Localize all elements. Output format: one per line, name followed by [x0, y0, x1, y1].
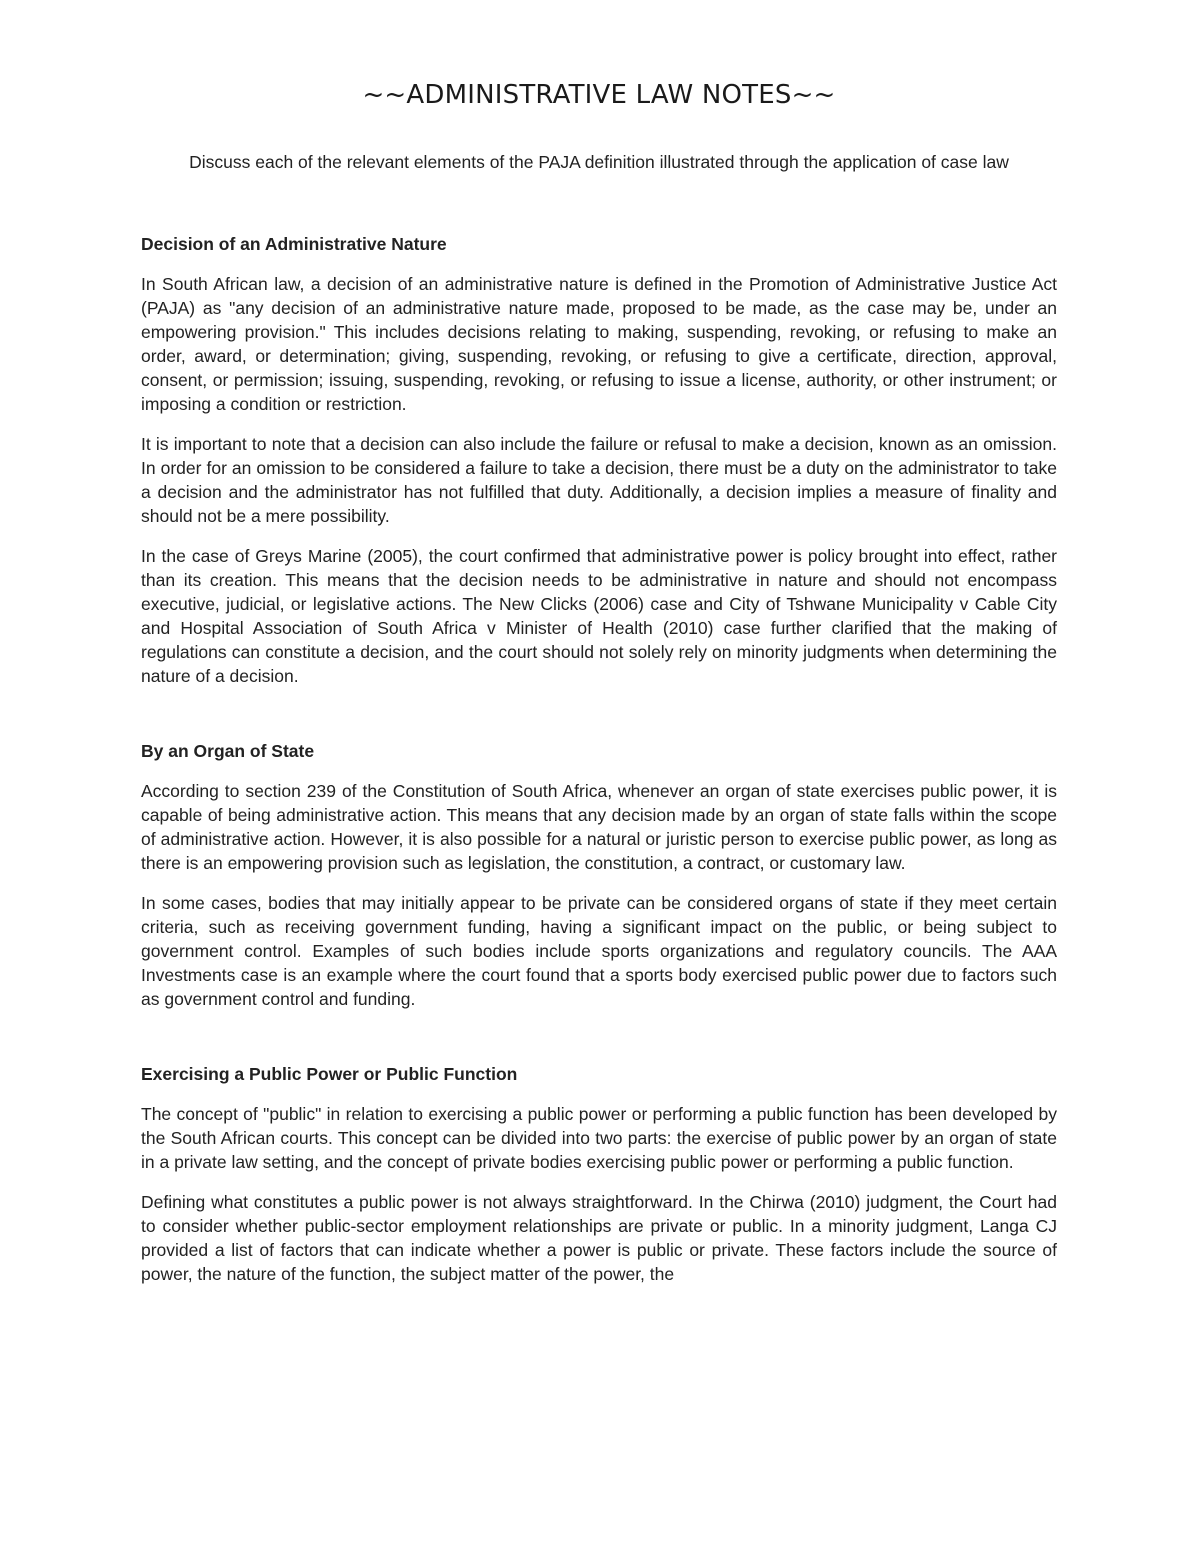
- section-public-power-function: [141, 1062, 1057, 1286]
- paragraph: The concept of "public" in relation to exercising a public power or performing a public function has been developed by the South African courts. This concept can be divided into two parts: the exercise of public power by an organ of state in a private law setting, and the concept of private bodies exercising public power or performing a public function.: [141, 1104, 1057, 1172]
- paragraph: In some cases, bodies that may initially appear to be private can be considered organs of state if they meet certain criteria, such as receiving government funding, having a significant impact on the public, or being subject to government control. Examples of such bodies include sports organizations and regulatory councils. The AAA Investments case is an example where the court found that a sports body exercised public power due to factors such as government control and funding.: [141, 893, 1057, 1009]
- paragraph: It is important to note that a decision can also include the failure or refusal to make a decision, known as an omission. In order for an omission to be considered a failure to take a decision, there must be a duty on the administrator to take a decision and the administrator has not fulfilled that duty. Additionally, a decision implies a measure of finality and should not be a mere possibility.: [141, 434, 1057, 526]
- section-decision-administrative-nature: [141, 232, 1057, 688]
- document-title: ~~ADMINISTRATIVE LAW NOTES~~: [362, 80, 836, 110]
- paragraph: Defining what constitutes a public power is not always straightforward. In the Chirwa (2010) judgment, the Court had to consider whether public-sector employment relationships are private or public. In a minority judgment, Langa CJ provided a list of factors that can indicate whether a power is public or private. These factors include the source of power, the nature of the function, the subject matter of the power, the: [141, 1192, 1057, 1284]
- section-heading: Decision of an Administrative Nature: [141, 234, 447, 254]
- document-question: Discuss each of the relevant elements of the PAJA definition illustrated through the application of case law: [189, 152, 1009, 172]
- section-heading: By an Organ of State: [141, 741, 315, 761]
- section-organ-of-state: [141, 739, 1057, 1011]
- paragraph: In South African law, a decision of an administrative nature is defined in the Promotion of Administrative Justice Act (PAJA) as "any decision of an administrative nature made, proposed to be made, as the case may be, under an empowering provision." This includes decisions relating to making, suspending, revoking, or refusing to make an order, award, or determination; giving, suspending, revoking, or refusing to give a certificate, direction, approval, consent, or permission; issuing, suspending, revoking, or refusing to issue a license, authority, or other instrument; or imposing a condition or restriction.: [141, 274, 1057, 414]
- paragraph: According to section 239 of the Constitution of South Africa, whenever an organ of state exercises public power, it is capable of being administrative action. This means that any decision made by an organ of state falls within the scope of administrative action. However, it is also possible for a natural or juristic person to exercise public power, as long as there is an empowering provision such as legislation, the constitution, a contract, or customary law.: [141, 781, 1057, 873]
- section-heading: Exercising a Public Power or Public Function: [141, 1064, 518, 1084]
- document-page: [141, 70, 1057, 1286]
- paragraph: In the case of Greys Marine (2005), the court confirmed that administrative power is policy brought into effect, rather than its creation. This means that the decision needs to be administrative in nature and should not encompass executive, judicial, or legislative actions. The New Clicks (2006) case and City of Tshwane Municipality v Cable City and Hospital Association of South Africa v Minister of Health (2010) case further clarified that the making of regulations can constitute a decision, and the court should not solely rely on minority judgments when determining the nature of a decision.: [141, 546, 1057, 686]
